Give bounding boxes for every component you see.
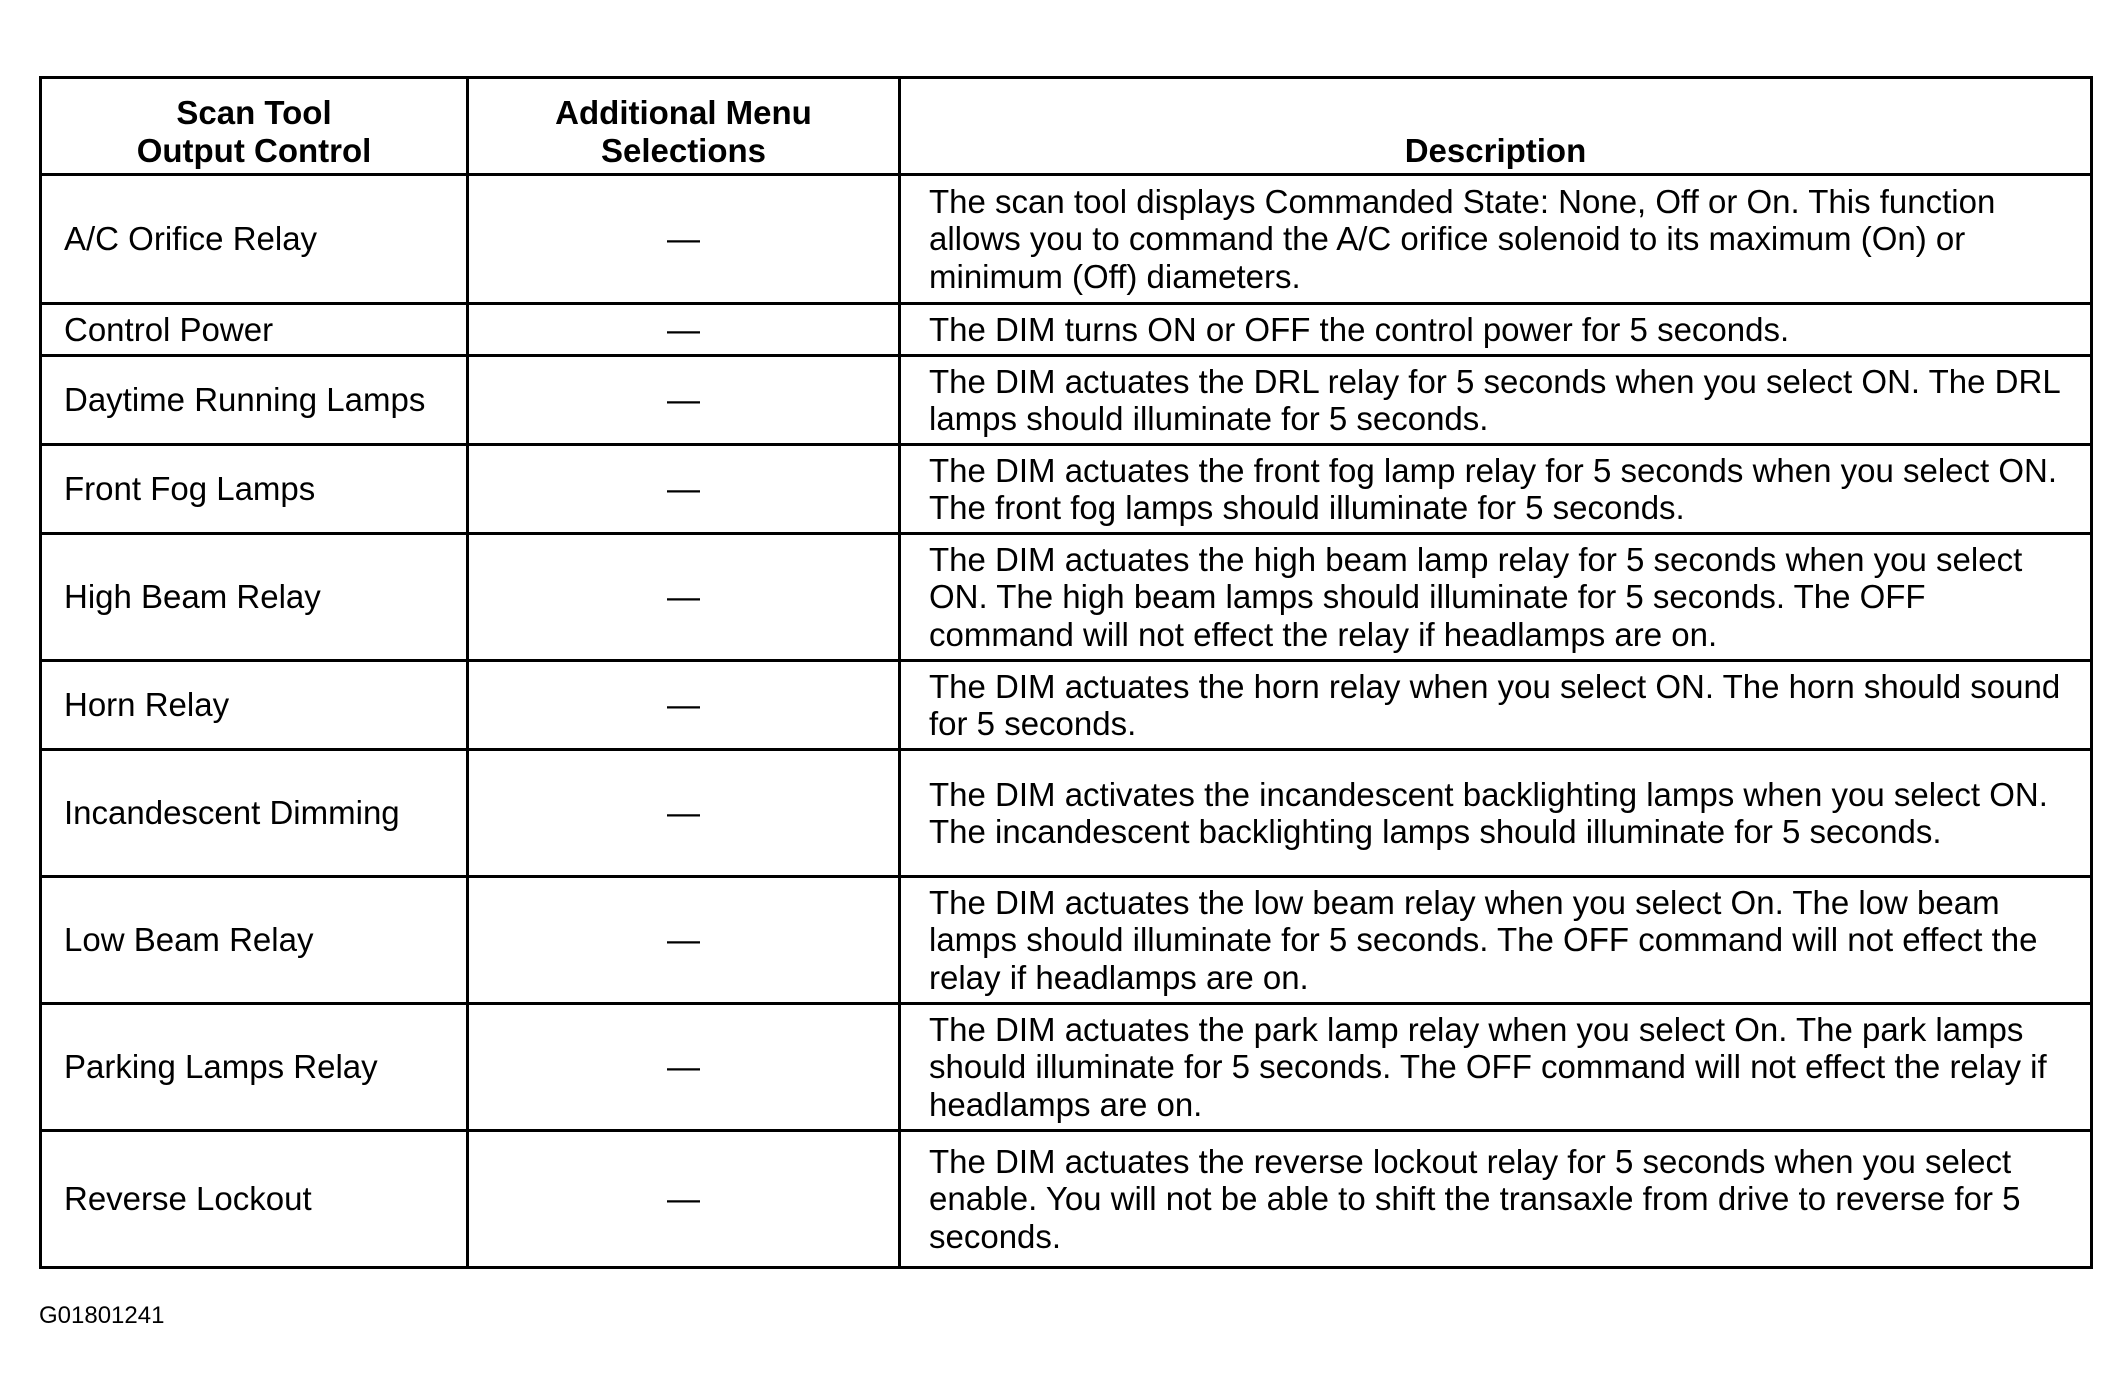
- table-row: [41, 1004, 2092, 1131]
- table-header: [41, 78, 2092, 175]
- header-scan-tool-output-control: Scan Tool Output Control: [41, 78, 468, 175]
- cell-description: The DIM turns ON or OFF the control power for 5 seconds.: [900, 304, 2092, 356]
- cell-additional-menu-selection: —: [468, 750, 900, 877]
- table-row: [41, 175, 2092, 304]
- cell-output-control: Incandescent Dimming: [41, 750, 468, 877]
- cell-description: The scan tool displays Commanded State: None, Off or On. This function allows you to command the A/C orifice solenoid to its maximum (On) or minimum (Off) diameters.: [900, 175, 2092, 304]
- cell-description: The DIM actuates the park lamp relay when you select On. The park lamps should illuminate for 5 seconds. The OFF command will not effect the relay if headlamps are on.: [900, 1004, 2092, 1131]
- cell-output-control: High Beam Relay: [41, 534, 468, 661]
- cell-output-control: Control Power: [41, 304, 468, 356]
- header-description: Description: [900, 78, 2092, 175]
- table-body: [41, 175, 2092, 1268]
- figure-id: G01801241: [39, 1302, 165, 1329]
- cell-description: The DIM actuates the horn relay when you select ON. The horn should sound for 5 seconds.: [900, 661, 2092, 750]
- cell-output-control: A/C Orifice Relay: [41, 175, 468, 304]
- cell-output-control: Horn Relay: [41, 661, 468, 750]
- cell-description: The DIM actuates the reverse lockout relay for 5 seconds when you select enable. You will not be able to shift the transaxle from drive to reverse for 5 seconds.: [900, 1131, 2092, 1268]
- cell-additional-menu-selection: —: [468, 1131, 900, 1268]
- cell-additional-menu-selection: —: [468, 175, 900, 304]
- cell-output-control: Low Beam Relay: [41, 877, 468, 1004]
- table-row: [41, 304, 2092, 356]
- cell-additional-menu-selection: —: [468, 661, 900, 750]
- cell-additional-menu-selection: —: [468, 445, 900, 534]
- table-row: [41, 356, 2092, 445]
- cell-additional-menu-selection: —: [468, 356, 900, 445]
- cell-description: The DIM activates the incandescent backlighting lamps when you select ON. The incandescent backlighting lamps should illuminate for 5 seconds.: [900, 750, 2092, 877]
- header-additional-menu-selections: Additional Menu Selections: [468, 78, 900, 175]
- cell-description: The DIM actuates the low beam relay when you select On. The low beam lamps should illuminate for 5 seconds. The OFF command will not effect the relay if headlamps are on.: [900, 877, 2092, 1004]
- table-row: [41, 534, 2092, 661]
- cell-output-control: Daytime Running Lamps: [41, 356, 468, 445]
- header-row: [41, 78, 2092, 175]
- cell-additional-menu-selection: —: [468, 534, 900, 661]
- cell-output-control: Parking Lamps Relay: [41, 1004, 468, 1131]
- table-row: [41, 750, 2092, 877]
- cell-description: The DIM actuates the front fog lamp relay for 5 seconds when you select ON. The front fog lamps should illuminate for 5 seconds.: [900, 445, 2092, 534]
- table-row: [41, 1131, 2092, 1268]
- cell-additional-menu-selection: —: [468, 304, 900, 356]
- cell-description: The DIM actuates the DRL relay for 5 seconds when you select ON. The DRL lamps should illuminate for 5 seconds.: [900, 356, 2092, 445]
- cell-additional-menu-selection: —: [468, 877, 900, 1004]
- table-row: [41, 445, 2092, 534]
- cell-output-control: Front Fog Lamps: [41, 445, 468, 534]
- cell-additional-menu-selection: —: [468, 1004, 900, 1131]
- cell-description: The DIM actuates the high beam lamp relay for 5 seconds when you select ON. The high beam lamps should illuminate for 5 seconds. The OFF command will not effect the relay if headlamps are on.: [900, 534, 2092, 661]
- scan-tool-output-control-table: [39, 76, 2093, 1269]
- table-row: [41, 877, 2092, 1004]
- table-row: [41, 661, 2092, 750]
- cell-output-control: Reverse Lockout: [41, 1131, 468, 1268]
